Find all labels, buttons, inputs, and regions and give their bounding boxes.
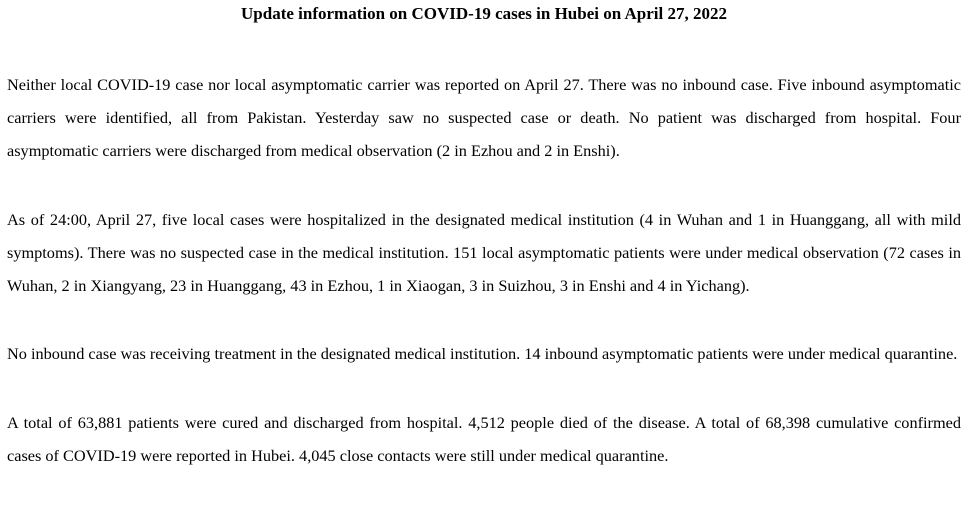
paragraph-cumulative-totals: A total of 63,881 patients were cured and discharged from hospital. 4,512 people died of the disease. A total of 68,398 cumulative confirmed cases of COVID-19 were reported in Hubei. 4,045 close contacts were still under medical quarantine. (7, 413, 961, 465)
paragraph-hospitalized-local: As of 24:00, April 27, five local cases were hospitalized in the designated medical institution (4 in Wuhan and 1 in Huanggang, all with mild symptoms). There was no suspected case in the medical institution. 151 local asymptomatic patients were under medical observation (72 cases in Wuhan, 2 in Xiangyang, 23 in Huanggang, 43 in Ezhou, 1 in Xiaogan, 3 in Suizhou, 3 in Enshi and 4 in Yichang). (7, 210, 961, 295)
paragraph-inbound-status: No inbound case was receiving treatment in the designated medical institution. 14 inbound asymptomatic patients were under medical quarantine. (7, 344, 958, 363)
document-title: Update information on COVID-19 cases in Hubei on April 27, 2022 (241, 4, 727, 23)
paragraph-daily-summary: Neither local COVID-19 case nor local asymptomatic carrier was reported on April 27. There was no inbound case. Five inbound asymptomatic carriers were identified, all from Pakistan. Yesterday saw no suspected case or death. No patient was discharged from hospital. Four asymptomatic carriers were discharged from medical observation (2 in Ezhou and 2 in Enshi). (7, 75, 961, 160)
